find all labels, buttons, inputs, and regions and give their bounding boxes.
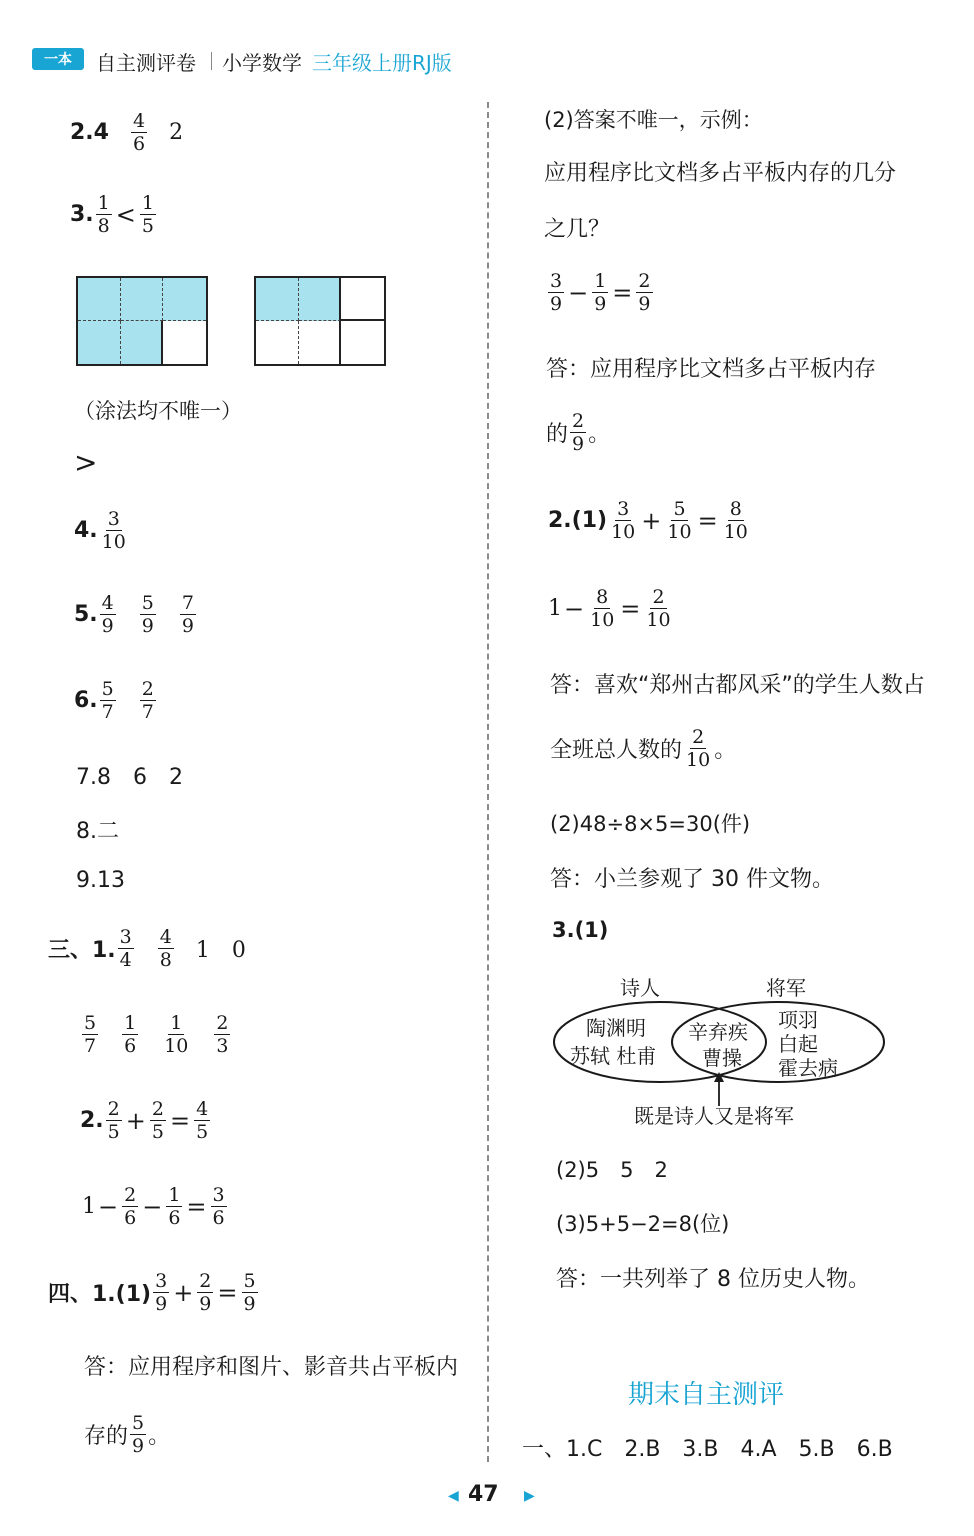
part2-header: (2)答案不唯一，示例： — [544, 108, 763, 132]
venn-mid-b: 曹操 — [702, 1046, 742, 1070]
equation-1: $\frac{3}{9}$ − $\frac{1}{9}$ = $\frac{2}{9}$ — [550, 270, 651, 315]
venn-mid-a: 辛弃疾 — [688, 1020, 748, 1044]
answer-1-line2: 的 $\frac{2}{9}$ 。 — [546, 410, 611, 455]
q3-part2: (2)5 5 2 — [556, 1158, 668, 1182]
answer-3: 3. $\frac{1}{8}$ < $\frac{1}{5}$ — [70, 192, 154, 237]
answer-1: 答：应用程序比文档多占平板内存 — [546, 357, 877, 382]
section4-answer: 答：应用程序和图片、影音共占平板内 — [84, 1355, 459, 1380]
answer-2: 2.4 $\frac{4}{6}$ 2 — [70, 110, 184, 155]
answer-8: 8.二 — [76, 819, 119, 844]
prev-triangle-icon: ◀ — [448, 1488, 459, 1504]
final-test-title: 期末自主测评 — [628, 1380, 785, 1410]
section4-answer-line2: 存的 $\frac{5}{9}$ 。 — [84, 1412, 171, 1457]
fraction-grid-left — [76, 276, 208, 366]
q2-part2: (2)48÷8×5=30(件) — [550, 812, 751, 836]
final-answers: 一、1.C 2.B 3.B 4.A 5.B 6.B — [522, 1437, 893, 1462]
fraction: $\frac{4}{6}$ — [132, 110, 146, 155]
grade-title: 三年级上册RJ版 — [312, 51, 452, 75]
answer-5: 5. $\frac{4}{9}$ $\frac{5}{9}$ $\frac{7}{9}$ — [74, 592, 194, 637]
answer-4: 4. $\frac{3}{10}$ — [74, 508, 126, 553]
section4-q1: 四、1.(1) $\frac{3}{9}$ + $\frac{2}{9}$ = $\frac{5}{9}$ — [48, 1270, 256, 1315]
shading-note: （涂法均不唯一） — [74, 399, 242, 423]
q2-part1: 2.(1) $\frac{3}{10}$ + $\frac{5}{10}$ = $\frac{8}{10}$ — [548, 498, 748, 543]
q3-part3: (3)5+5−2=8(位) — [556, 1212, 730, 1236]
venn-caption: 既是诗人又是将军 — [634, 1104, 794, 1128]
answer-6: 6. $\frac{5}{7}$ $\frac{2}{7}$ — [74, 678, 154, 723]
series-title: 自主测评卷 — [96, 51, 196, 75]
venn-right-b: 白起 — [778, 1032, 818, 1056]
subject-title: 小学数学 — [222, 51, 302, 75]
fraction-grid-right — [254, 276, 386, 366]
answer-4: 答：一共列举了 8 位历史人物。 — [556, 1267, 870, 1292]
answer-3: 答：小兰参观了 30 件文物。 — [550, 867, 834, 892]
section3-q2-row2: 1 − $\frac{2}{6}$ − $\frac{1}{6}$ = $\frac{3}{6}$ — [82, 1184, 225, 1229]
question-line2: 之几？ — [544, 217, 611, 242]
venn-right-c: 霍去病 — [778, 1056, 838, 1080]
column-divider — [487, 102, 489, 1462]
answer-2: 答：喜欢“郑州古都风采”的学生人数占 — [550, 673, 925, 698]
q2-part1-row2: 1 − $\frac{8}{10}$ = $\frac{2}{10}$ — [548, 586, 671, 631]
venn-right-title: 将军 — [766, 976, 806, 1000]
section3-q1: 三、1. $\frac{3}{4}$ $\frac{4}{8}$ 1 0 — [48, 926, 246, 971]
section3-q1-row2: $\frac{5}{7}$ $\frac{1}{6}$ $\frac{1}{10}$ $\frac{2}{3}$ — [84, 1012, 229, 1057]
greater-than: > — [74, 446, 98, 479]
venn-left-b: 苏轼 杜甫 — [570, 1044, 657, 1068]
answer-7: 7.8 6 2 — [76, 765, 183, 790]
section3-q2: 2. $\frac{2}{5}$ + $\frac{2}{5}$ = $\frac{4}{5}$ — [80, 1098, 209, 1143]
q3-part1: 3.(1) — [552, 918, 609, 942]
question-line1: 应用程序比文档多占平板内存的几分 — [544, 161, 897, 186]
header-separator — [211, 52, 212, 70]
answer-9: 9.13 — [76, 868, 125, 893]
venn-left-a: 陶渊明 — [586, 1016, 646, 1040]
answer-2-line2: 全班总人数的 $\frac{2}{10}$ 。 — [550, 726, 737, 771]
venn-right-a: 项羽 — [778, 1008, 818, 1032]
page-number: 47 — [468, 1482, 499, 1507]
brand-logo: 一本 — [32, 48, 84, 70]
next-triangle-icon: ▶ — [524, 1488, 535, 1504]
venn-left-title: 诗人 — [620, 976, 660, 1000]
